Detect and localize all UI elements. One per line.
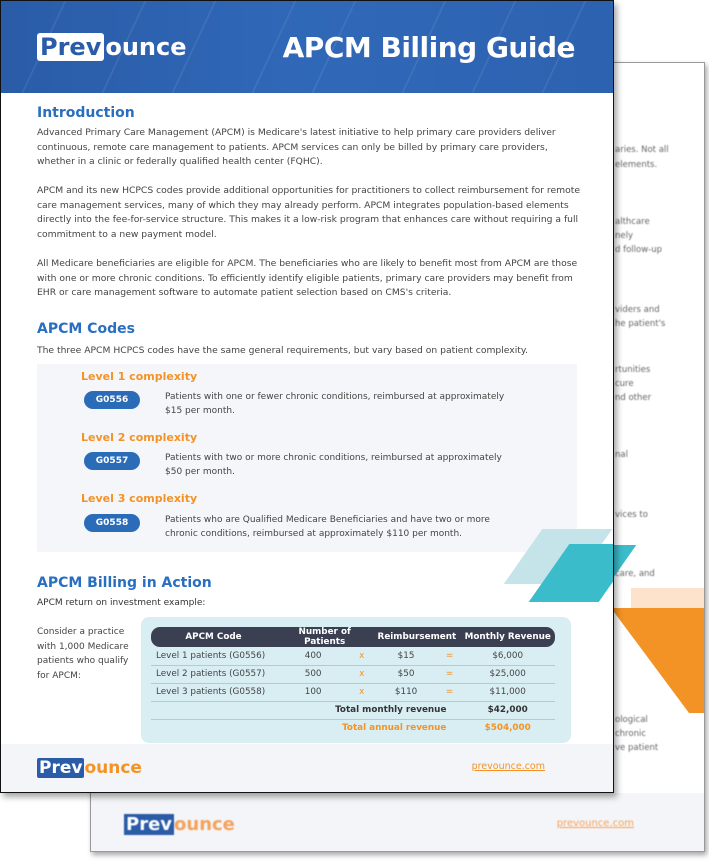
back-text-fragment: care, and	[615, 569, 655, 579]
table-row	[151, 665, 555, 683]
website-link[interactable]: prevounce.com	[471, 761, 545, 772]
prevounce-logo: Prev ounce	[37, 33, 187, 61]
level-label: Level 3 complexity	[81, 492, 198, 505]
col-header: Number of Patients	[276, 627, 373, 647]
cell-times: x	[350, 647, 373, 665]
code-description: Patients who are Qualified Medicare Beneficiaries and have two or more chronic conditions, reimbursed at approximately $110 per month.	[165, 515, 490, 539]
back-text-fragment: elements.	[615, 160, 658, 170]
cell-patients: 100	[276, 683, 350, 701]
total_annual-value: $504,000	[484, 723, 531, 734]
cell-revenue: $11,000	[460, 683, 555, 701]
cell-eq: =	[439, 647, 461, 665]
cell-reimb: $50	[373, 665, 439, 683]
intro-paragraph: APCM and its new HCPCS codes provide additional opportunities for practitioners to collect reimbursement for remote care management services, many of which they may already perform. APCM integrates population-based elements directly into the fee-for-service structure. This makes it a low-risk program that enhances care without requiring a full commitment to a new payment model.	[37, 185, 580, 240]
col-header: Monthly Revenue	[460, 627, 555, 647]
cell-code: Level 2 patients (G0557)	[151, 665, 276, 683]
back-text-fragment: viders and	[615, 305, 660, 315]
back-text-fragment: nal	[615, 450, 628, 460]
code-badge: G0558	[84, 514, 140, 532]
cell-patients: 500	[276, 665, 350, 683]
cell-reimb: $110	[373, 683, 439, 701]
back-text-fragment: althcare	[615, 217, 650, 227]
billing-heading: APCM Billing in Action	[37, 575, 212, 591]
codes-panel	[37, 364, 577, 552]
decor-shape	[611, 608, 705, 713]
back-footer	[91, 793, 704, 851]
back-text-fragment: he patient's	[615, 319, 666, 329]
page-title: APCM Billing Guide	[282, 31, 575, 64]
cell-revenue: $25,000	[460, 665, 555, 683]
cell-eq: =	[439, 665, 461, 683]
consider-text: Consider a practice with 1,000 Medicare patients who qualify for APCM:	[37, 627, 129, 681]
code-badge: G0556	[84, 391, 140, 409]
table-row	[151, 647, 555, 665]
back-text-fragment: d follow-up	[615, 245, 663, 255]
annual-row	[151, 719, 555, 737]
back-text-fragment: rtunities	[615, 365, 651, 375]
cell-code: Level 1 patients (G0556)	[151, 647, 276, 665]
footer-logo: Prev ounce	[39, 758, 142, 778]
roi-table	[151, 627, 555, 737]
back-text-fragment: aries. Not all	[615, 145, 669, 155]
back-logo: Prev ounce	[126, 814, 235, 835]
col-header: Reimbursement	[373, 627, 460, 647]
footer	[1, 744, 613, 792]
back-text-fragment: chronic	[615, 729, 646, 739]
cell-times: x	[350, 683, 373, 701]
code-description: Patients with two or more chronic conditions, reimbursed at approximately $50 per month.	[165, 453, 502, 477]
back-text-fragment: cure	[615, 379, 634, 389]
intro-paragraph: Advanced Primary Care Management (APCM) is Medicare's latest initiative to help primary care providers deliver continuous, remote care management to patients. APCM services can only be billed by primary care providers, whether in a clinic or federally qualified health center (FQHC).	[37, 127, 556, 167]
level-label: Level 2 complexity	[81, 431, 198, 444]
back-text-fragment: vices to	[615, 510, 648, 520]
intro-heading: Introduction	[37, 105, 135, 121]
back-text-fragment: nely	[615, 231, 634, 241]
level-label: Level 1 complexity	[81, 370, 198, 383]
col-header: APCM Code	[151, 627, 276, 647]
cell-reimb: $15	[373, 647, 439, 665]
table-row	[151, 683, 555, 701]
roi-label: APCM return on investment example:	[37, 598, 206, 608]
code-description: Patients with one or fewer chronic conditions, reimbursed at approximately $15 per month.	[165, 392, 505, 416]
cell-revenue: $6,000	[460, 647, 555, 665]
total_monthly-value: $42,000	[460, 701, 555, 719]
code-badge: G0557	[84, 452, 140, 470]
back-text-fragment: ve patient	[615, 743, 659, 753]
total_monthly-label: Total monthly revenue	[151, 701, 460, 719]
codes-subtitle: The three APCM HCPCS codes have the same general requirements, but vary based on patient complexity.	[37, 345, 528, 356]
cell-code: Level 3 patients (G0558)	[151, 683, 276, 701]
codes-heading: APCM Codes	[37, 321, 135, 337]
total_annual-label: Total annual revenue	[342, 723, 447, 734]
roi-table-panel	[141, 617, 571, 743]
total-row	[151, 701, 555, 719]
back-text-fragment: nd other	[615, 393, 652, 403]
back-text-fragment: ological	[615, 715, 648, 725]
cell-times: x	[350, 665, 373, 683]
cell-patients: 400	[276, 647, 350, 665]
header-banner	[1, 1, 613, 93]
cell-eq: =	[439, 683, 461, 701]
intro-paragraph: All Medicare beneficiaries are eligible for APCM. The beneficiaries who are likely to benefit most from APCM are those with one or more chronic conditions. To efficiently identify eligible patients, primary care providers may benefit from EHR or care management software to automate patient selection based on CMS's criteria.	[37, 258, 578, 298]
back-url[interactable]: prevounce.com	[556, 818, 634, 829]
